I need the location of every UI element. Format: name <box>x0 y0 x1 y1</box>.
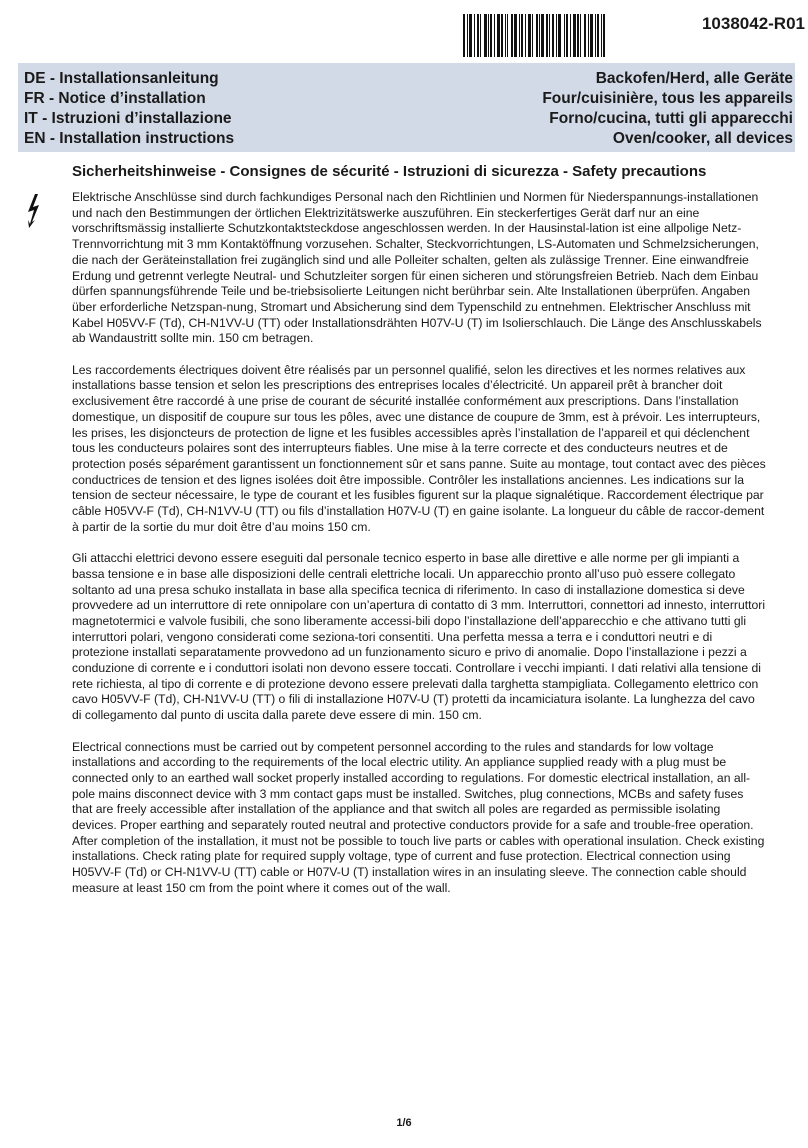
paragraph-en: Electrical connections must be carried out by competent personnel according to the rules and standards for low voltage installations and according to the requirements of the local electric utility. An appliance supplied ready with a plug must be connected only to an earthed wall socket properly installed according to regulations. For domestic electrical installation, an all-pole mains disconnect device with 3 mm contact gaps must be installed. Switches, plug connections, MCBs and safety fuses that are freely accessible after installation of the appliance and that switch all poles are regarded as permissible isolating devices. Proper earthing and separately routed neutral and protective conductors provide for a safe and trouble-free operation. After completion of the installation, it must not be possible to touch live parts or cables with operational insulation. Check existing installations. Check rating plate for required supply voltage, type of current and fuse protection. Electrical connection using H05VV-F (Td) or CH-N1VV-U (TT) cable or H07V-U (T) installation wires in an insulating sleeve. The connection cable should measure at least 150 cm from the point where it comes out of the wall. <box>72 739 765 895</box>
header-left: IT - Istruzioni d’installazione <box>24 110 232 127</box>
safety-text <box>72 190 766 912</box>
header-row-it <box>24 109 793 129</box>
section-title: Sicherheitshinweise - Consignes de sécurité - Istruzioni di sicurezza - Safety precautions <box>72 163 707 180</box>
paragraph-fr: Les raccordements électriques doivent être réalisés par un personnel qualifié, selon les directives et les normes relatives aux installations basse tension et selon les prescriptions des entreprises locales d’électricité. Un appareil prêt à brancher doit exclusivement être raccordé à une prise de courant de sécurité installée conformément aux prescriptions. Dans l’installation domestique, un dispositif de coupure sur tous les pôles, avec une distance de coupure de 3mm, est à prévoir. Les interrupteurs, les prises, les disjoncteurs de protection de ligne et les fusibles accessibles après l’installation de l’appareil et qui déclenchent tous les conducteurs polaires sont des interrupteurs fiables. Une mise à la terre correcte et des conducteurs neutres et de protection posés séparément garantissent un fonctionnement sûr et sans panne. Suite au montage, tout contact avec des pièces conductrices de tension et des lignes isolées doit être impossible. Contrôler les installations anciennes. Les indications sur la tension de secteur nécessaire, le type de courant et les fusibles figurent sur la plaque signalétique. Raccordement électrique par câble H05VV-F (Td), CH-N1VV-U (TT) ou fils d’installation H07V-U (T) en gaine isolante. La longueur du câble de raccor-dement à partir de la sortie du mur doit être d’au moins 150 cm. <box>72 362 766 534</box>
header-right: Backofen/Herd, alle Geräte <box>595 70 793 87</box>
header-row-en <box>24 129 793 149</box>
header-left: FR - Notice d’installation <box>24 90 206 107</box>
paragraph-it: Gli attacchi elettrici devono essere eseguiti dal personale tecnico esperto in base alle direttive e alle norme per gli impianti a bassa tensione e in base alle disposizioni delle centrali elettriche locali. Un apparecchio pronto all’uso può essere collegato soltanto ad una presa schuko installata in base alla specifica tecnica di riferimento. In caso di installazione domestica si deve provvedere ad un interruttore di rete onnipolare con un’apertura di contatto di 3 mm. Interruttori, connettori ad innesto, interruttori magnetotermici e valvole fusibili, che sono liberamente accessi-bili dopo l’installazione dell’apparecchio e che attivano tutti gli interruttori polari, vengono considerati come seziona-tori consentiti. Una perfetta messa a terra e i conduttori neutri e di protezione installati separatamente provvedono ad un funzionamento sicuro e privo di anomalie. Dopo l’installazione i pezzi a conduzione di corrente e i conduttori isolati non devono essere toccati. Controllare i vecchi impianti. I dati relativi alla tensione di rete richiesta, al tipo di corrente e di protezione devono essere prelevati dalla targhetta stampigliata. Collegamento elettrico con cavo H05VV-F (Td), CH-N1VV-U (TT) o fili di installazione H07V-U (T) protetti da incamiciatura isolante. La lunghezza del cavo di collegamento dal punto di uscita dalla parete deve essere di min. 150 cm. <box>72 551 766 723</box>
document-number: 1038042-R01 <box>701 14 805 33</box>
header-row-fr <box>24 89 793 109</box>
paragraph-de: Elektrische Anschlüsse sind durch fachkundiges Personal nach den Richtlinien und Normen für Niederspannungs-installationen und nach den Bestimmungen der örtlichen Elektrizitätswerke auszuführen. Ein steckerfertiges Gerät darf nur an eine vorschriftsmässig installierte Schutzkontaktsteckdose angeschlossen werden. In der Hausinstal-lation ist eine allpolige Netz-Trennvorrichtung mit 3 mm Kontaktöffnung vorzusehen. Schalter, Steckvorrichtungen, LS-Automaten und Schmelzsicherungen, die nach der Geräteinstallation frei zugänglich sind und alle Polleiter schalten, gelten als zulässige Trenner. Eine einwandfreie Erdung und getrennt verlegte Neutral- und Schutzleiter sorgen für einen sicheren und störungsfreien Betrieb. Nach dem Einbau dürfen spannungsführende Teile und be-triebsisolierte Leitungen nicht berührbar sein. Alte Installationen überprüfen. Angaben über erforderliche Netzspan-nung, Stromart und Absicherung sind dem Typenschild zu entnehmen. Elektrischer Anschluss mit Kabel H05VV-F (Td), CH-N1VV-U (TT) oder Installationsdrähten H07V-U (T) im Isolierschlauch. Die Länge des Anschlusskabels ab Wandaustritt sollte min. 150 cm betragen. <box>72 190 762 346</box>
header-right: Oven/cooker, all devices <box>612 130 793 147</box>
electric-hazard-icon <box>24 193 42 229</box>
header-row-de <box>24 69 793 89</box>
header-left: DE - Installationsanleitung <box>24 70 219 87</box>
barcode <box>463 14 669 57</box>
header-left: EN - Installation instructions <box>24 130 235 147</box>
header-right: Four/cuisinière, tous les appareils <box>542 90 793 107</box>
page-number: 1/6 <box>396 1117 412 1129</box>
header-right: Forno/cucina, tutti gli apparecchi <box>549 110 793 127</box>
